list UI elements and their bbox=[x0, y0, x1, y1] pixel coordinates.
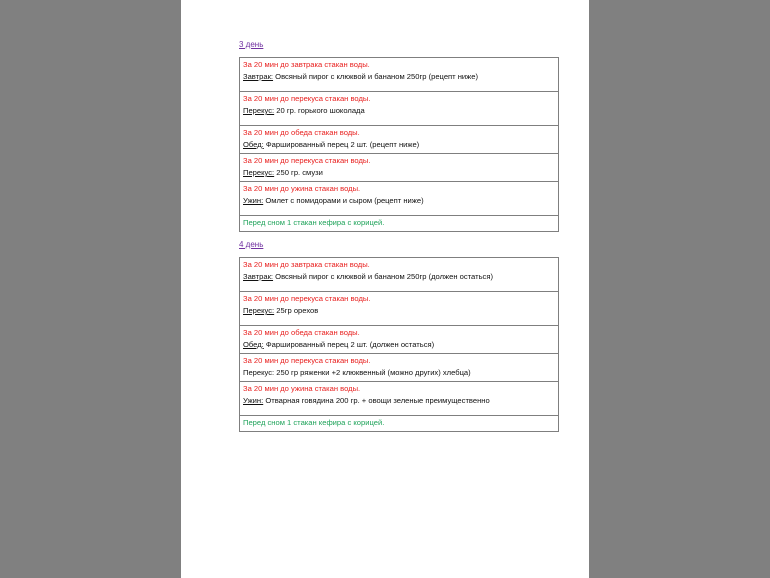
day-4-meal-table bbox=[239, 257, 559, 432]
night-cell bbox=[240, 416, 559, 432]
meal-text: Фаршированный перец 2 шт. (должен остаться) bbox=[263, 340, 435, 349]
table-row bbox=[240, 154, 559, 182]
meal-label: Обед: bbox=[243, 140, 264, 149]
meal-text: Фаршированный перец 2 шт. (рецепт ниже) bbox=[263, 140, 420, 149]
meal-text: 20 гр. горького шоколада bbox=[274, 106, 365, 115]
water-reminder: За 20 мин до перекуса стакан воды. bbox=[243, 294, 371, 303]
meal-text: Отварная говядина 200 гр. + овощи зеленые преимущественно bbox=[263, 396, 490, 405]
water-reminder: За 20 мин до перекуса стакан воды. bbox=[243, 356, 371, 365]
meal-label: Перекус: bbox=[243, 368, 275, 377]
day-3-heading: 3 день bbox=[239, 40, 264, 49]
snack-cell bbox=[240, 354, 559, 382]
table-row bbox=[240, 258, 559, 292]
night-cell bbox=[240, 216, 559, 232]
snack-cell bbox=[240, 92, 559, 126]
table-row bbox=[240, 354, 559, 382]
water-reminder: За 20 мин до обеда стакан воды. bbox=[243, 128, 360, 137]
snack-cell bbox=[240, 154, 559, 182]
document-page bbox=[181, 0, 589, 578]
table-row bbox=[240, 182, 559, 216]
lunch-cell bbox=[240, 126, 559, 154]
meal-text: 250 гр ряженки +2 клюквенный (можно других) хлебца) bbox=[274, 368, 471, 377]
table-row bbox=[240, 416, 559, 432]
dinner-cell bbox=[240, 382, 559, 416]
meal-label: Перекус: bbox=[243, 168, 275, 177]
night-reminder: Перед сном 1 стакан кефира с корицей. bbox=[243, 218, 385, 227]
meal-label: Завтрак: bbox=[243, 72, 274, 81]
snack-cell bbox=[240, 292, 559, 326]
table-row bbox=[240, 216, 559, 232]
meal-text: 250 гр. смузи bbox=[274, 168, 323, 177]
water-reminder: За 20 мин до ужина стакан воды. bbox=[243, 384, 361, 393]
meal-label: Перекус: bbox=[243, 106, 275, 115]
water-reminder: За 20 мин до перекуса стакан воды. bbox=[243, 94, 371, 103]
dinner-cell bbox=[240, 182, 559, 216]
table-row bbox=[240, 126, 559, 154]
day-4-heading: 4 день bbox=[239, 240, 264, 249]
table-row bbox=[240, 292, 559, 326]
breakfast-cell bbox=[240, 258, 559, 292]
meal-label: Ужин: bbox=[243, 396, 264, 405]
water-reminder: За 20 мин до перекуса стакан воды. bbox=[243, 156, 371, 165]
meal-text: 25гр орехов bbox=[274, 306, 319, 315]
water-reminder: За 20 мин до завтрака стакан воды. bbox=[243, 60, 370, 69]
meal-label: Ужин: bbox=[243, 196, 264, 205]
meal-text: Овсяный пирог с клюквой и бананом 250гр (должен остаться) bbox=[273, 272, 493, 281]
meal-label: Перекус: bbox=[243, 306, 275, 315]
meal-label: Завтрак: bbox=[243, 272, 274, 281]
water-reminder: За 20 мин до обеда стакан воды. bbox=[243, 328, 360, 337]
meal-text: Овсяный пирог с клюквой и бананом 250гр (рецепт ниже) bbox=[273, 72, 479, 81]
meal-text: Омлет с помидорами и сыром (рецепт ниже) bbox=[263, 196, 424, 205]
table-row bbox=[240, 92, 559, 126]
water-reminder: За 20 мин до ужина стакан воды. bbox=[243, 184, 361, 193]
breakfast-cell bbox=[240, 58, 559, 92]
day-3-meal-table bbox=[239, 57, 559, 232]
meal-label: Обед: bbox=[243, 340, 264, 349]
table-row bbox=[240, 382, 559, 416]
table-row bbox=[240, 326, 559, 354]
water-reminder: За 20 мин до завтрака стакан воды. bbox=[243, 260, 370, 269]
lunch-cell bbox=[240, 326, 559, 354]
table-row bbox=[240, 58, 559, 92]
night-reminder: Перед сном 1 стакан кефира с корицей. bbox=[243, 418, 385, 427]
